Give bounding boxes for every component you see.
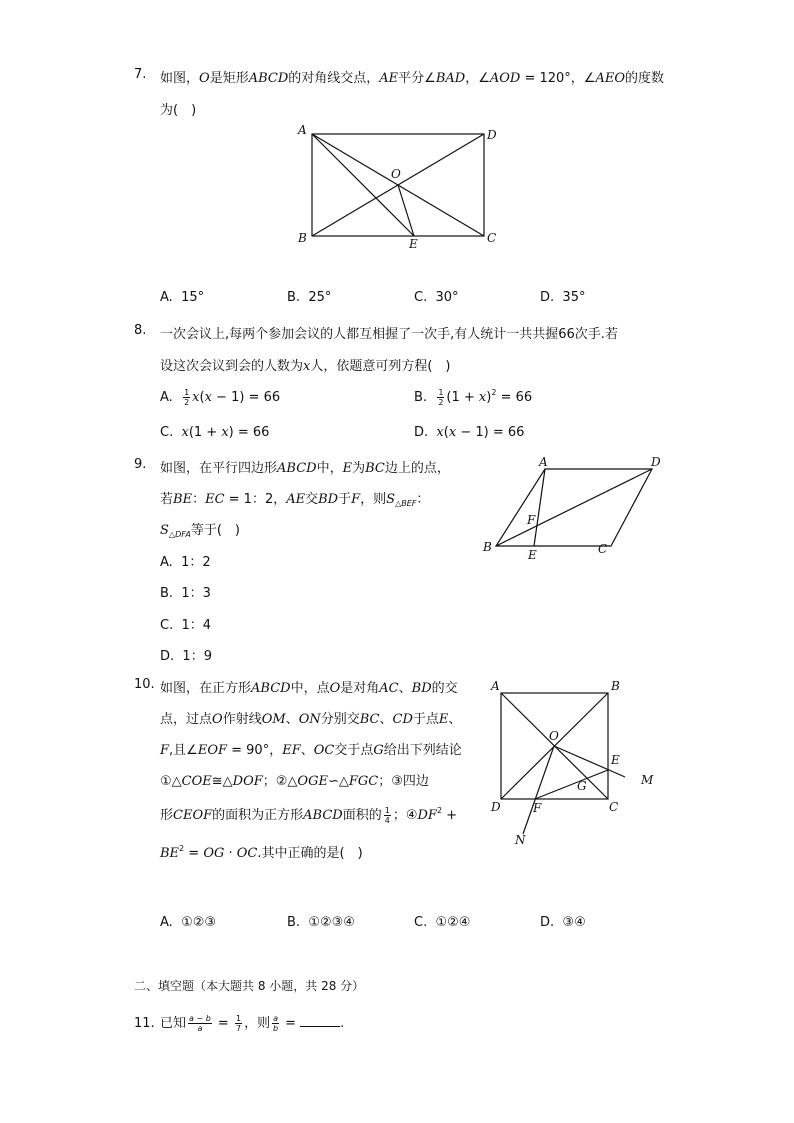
q9-diagonal-bd bbox=[496, 469, 652, 546]
q7-label-c: C bbox=[487, 231, 497, 245]
q10-stem-line1: 如图，在正方形ABCD中，点O是对角AC、BD的交 bbox=[160, 681, 458, 696]
q11-stem: 已知 $\frac{a - b}{a}$ = $\frac{1}{7}$ ，则 $\frac{a}{b}$ = . bbox=[160, 1014, 345, 1033]
q10-label-n: N bbox=[515, 833, 526, 847]
q9-option-b[interactable]: B. 1：3 bbox=[160, 586, 211, 601]
q9-option-a[interactable]: A. 1：2 bbox=[160, 555, 211, 570]
q7-label-b: B bbox=[298, 231, 307, 245]
q11-number: 11. bbox=[134, 1016, 155, 1031]
q10-ray-on bbox=[523, 746, 554, 834]
q7-option-d[interactable]: D. 35° bbox=[540, 290, 586, 305]
section2-title: 二、填空题（本大题共 8 小题，共 28 分） bbox=[134, 979, 365, 993]
q7-option-c[interactable]: C. 30° bbox=[414, 290, 459, 305]
q9-segment-ae bbox=[534, 469, 545, 546]
q10-figure-square bbox=[485, 674, 665, 849]
q8-stem-line1: 一次会议上,每两个参加会议的人都互相握了一次手,有人统计一共共握66次手.若 bbox=[160, 327, 618, 342]
q10-label-c: C bbox=[609, 800, 619, 814]
q8-option-b[interactable]: B. $\frac{1}{2}$ $(1 + x)^2 = 66$ bbox=[414, 388, 533, 407]
q8-option-a[interactable]: A. $\frac{1}{2}$ x(x − 1) = 66 bbox=[160, 388, 281, 407]
q10-option-b[interactable]: B. ①②③④ bbox=[287, 915, 355, 930]
q10-stem-line3: F,且∠EOF = 90°，EF、OC交于点G给出下列结论 bbox=[160, 743, 462, 758]
q9-stem-line2: 若BE：EC = 1：2，AE交BD于F，则$S_{\triangle BEF}$： bbox=[160, 492, 430, 508]
q10-option-c[interactable]: C. ①②④ bbox=[414, 915, 471, 930]
q9-label-e: E bbox=[528, 548, 537, 562]
q9-stem-line3: $S_{\triangle DFA}$等于( ) bbox=[160, 523, 240, 539]
q7-figure-rectangle bbox=[290, 120, 510, 255]
q7-stem-line1: 如图，O是矩形ABCD的对角线交点，AE平分∠BAD，∠AOD = 120°，∠AEO的度数 bbox=[160, 71, 665, 86]
q9-label-d: D bbox=[651, 455, 661, 469]
q10-stem-line2: 点，过点O作射线OM、ON分别交BC、CD于点E、 bbox=[160, 712, 462, 727]
q9-option-d[interactable]: D. 1：9 bbox=[160, 649, 212, 664]
q7-label-o: O bbox=[391, 167, 401, 181]
q9-stem-line1: 如图，在平行四边形ABCD中，E为BC边上的点， bbox=[160, 461, 450, 476]
q7-label-d: D bbox=[487, 128, 497, 142]
q7-stem-line2: 为( ) bbox=[160, 103, 197, 118]
q7-number: 7. bbox=[134, 67, 147, 82]
q11-answer-blank[interactable] bbox=[300, 1014, 340, 1027]
q7-option-b[interactable]: B. 25° bbox=[287, 290, 332, 305]
q10-option-a[interactable]: A. ①②③ bbox=[160, 915, 217, 930]
q9-option-c[interactable]: C. 1：4 bbox=[160, 618, 212, 633]
q9-number: 9. bbox=[134, 457, 147, 472]
q10-label-f: F bbox=[533, 801, 542, 815]
q9-label-a: A bbox=[539, 455, 548, 469]
q10-stem-line6: $BE^2$ = OG · OC.其中正确的是( ) bbox=[160, 844, 363, 861]
q7-label-a: A bbox=[298, 123, 307, 137]
q10-label-d: D bbox=[491, 800, 501, 814]
q9-label-b: B bbox=[483, 540, 492, 554]
q9-label-c: C bbox=[598, 542, 608, 556]
q10-label-g: G bbox=[577, 779, 587, 793]
q9-figure-parallelogram bbox=[478, 452, 678, 567]
q8-option-d[interactable]: D. x(x − 1) = 66 bbox=[414, 425, 525, 440]
q10-number: 10. bbox=[134, 677, 155, 692]
q10-segment-ef bbox=[535, 770, 608, 799]
q7-option-a[interactable]: A. 15° bbox=[160, 290, 205, 305]
q8-number: 8. bbox=[134, 323, 147, 338]
q10-label-o: O bbox=[549, 729, 559, 743]
q10-label-b: B bbox=[611, 679, 620, 693]
q10-label-a: A bbox=[491, 679, 500, 693]
q10-stem-line5: 形CEOF的面积为正方形ABCD面积的 $\frac{1}{4}$ ；$④DF^2$ + bbox=[160, 806, 458, 825]
q7-label-e: E bbox=[409, 237, 418, 251]
q10-label-m: M bbox=[641, 773, 654, 787]
q10-option-d[interactable]: D. ③④ bbox=[540, 915, 586, 930]
q8-option-c[interactable]: C. x(1 + x) = 66 bbox=[160, 425, 270, 440]
q9-label-f: F bbox=[527, 513, 536, 527]
q10-stem-line4: ①△COE≅△DOF；②△OGE∽△FGC；③四边 bbox=[160, 774, 429, 789]
q10-label-e: E bbox=[611, 753, 620, 767]
q8-stem-line2: 设这次会议到会的人数为x人，依题意可列方程( ) bbox=[160, 359, 451, 374]
